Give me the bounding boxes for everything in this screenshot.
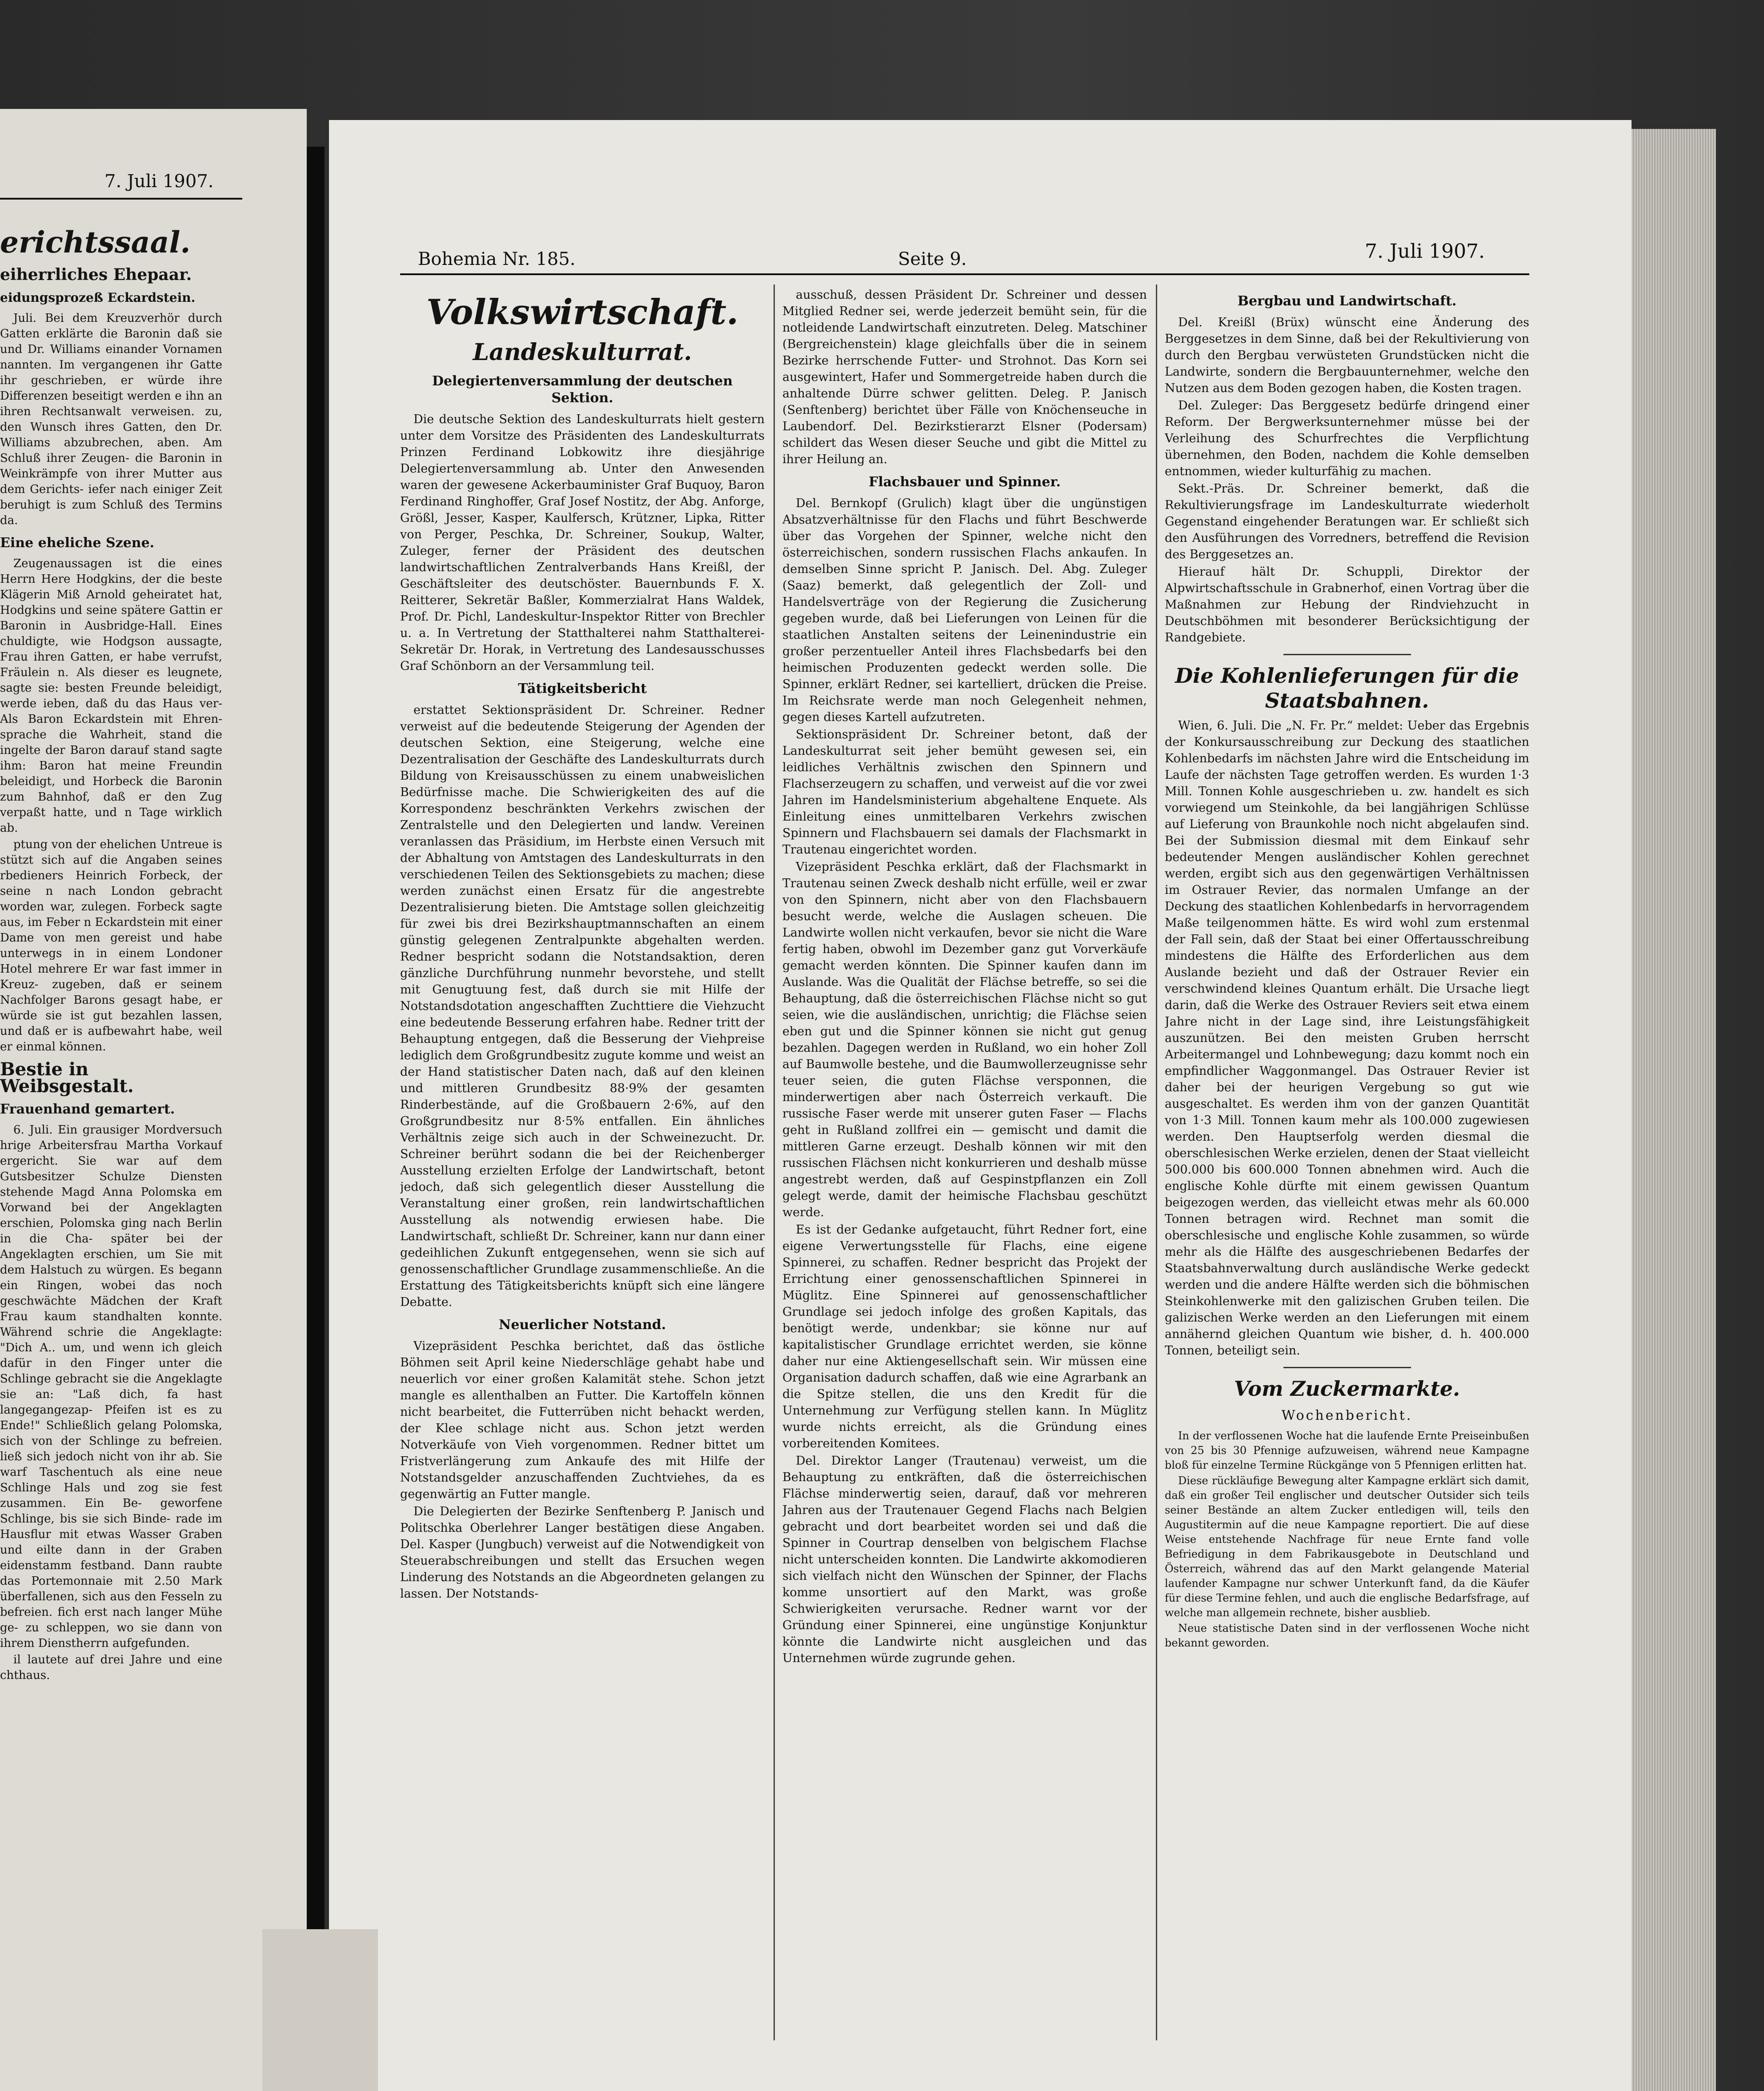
left-page-header-rule [0,198,242,200]
col1-section-2: Tätigkeitsbericht [518,681,647,697]
column-3 [1165,287,1529,2043]
col3-divider-2 [1283,1367,1411,1368]
col3-heading-3: Vom Zuckermarkte. [1234,1377,1460,1401]
col3-divider-1 [1283,654,1411,655]
left-page [0,109,307,2091]
col3-subheading-3: Wochenbericht. [1281,1408,1413,1423]
col1-paragraph-1: Die deutsche Sektion des Landeskulturrats hielt gestern unter dem Vorsitze des Präsidenten des Landeskulturrats Prinzen Ferdinand Lobkowitz ihre diesjährige Delegiertenversammlung ab. Unter den Anwesenden waren der gewesene Ackerbauminister Graf Buquoy, Baron Ferdinand Ringhoffer, Graf Josef Nostitz, der Abg. Anforge, Größl, Jesser, Kasper, Kaulfersch, Krützner, Lipka, Ritter von Perger, Peschka, Dr. Schreiner, Soukup, Walter, Zuleger, ferner der Präsident des deutschen landwirtschaftlichen Zentralverbands Hans Kreißl, der Geschäftsleiter des deutschöster. Bauernbunds F. X. Reitterer, Sekretär Baßler, Kommerzialrat Hans Waldek, Prof. Dr. Pichl, Landeskultur-Inspektor Ritter von Brechler u. a. In Vertretung der Statthalterei nahm Statthalterei-Sekretär Dr. Horak, in Vertretung des Landesausschusses Graf Schönborn an der Versammlung teil. [400,413,765,673]
col1-paragraph-3: Vizepräsident Peschka berichtet, daß das östliche Böhmen seit April keine Niederschläge gehabt habe und neuerlich vor einer großen Kalamität stehe. Schon jetzt mangle es allenthalben an Futter. Die Kartoffeln können nicht bearbeitet, die Futterrüben nicht behackt werden, der Klee schlage nicht aus. Schon jetzt werden Notverkäufe von Vieh vorgenommen. Redner bittet um Fristverlängerung zum Ankaufe des mit Hilfe der Notstandsgelder anzuschaffenden Zuchtviehes, da es gegenwärtig an Futter mangle. [400,1339,765,1501]
header-rule [400,273,1529,275]
column-2 [782,287,1147,2043]
main-section-title: Volkswirtschaft. [426,292,739,332]
page-holder-stick [262,1929,378,2091]
column-divider-1 [774,284,775,2040]
page-stack-edge [1632,129,1716,2091]
col3-heading-2: Die Kohlenlieferungen für die Staatsbahnen. [1175,664,1519,713]
left-subheading-3: Frauenhand gemartert. [0,1102,175,1117]
col2-section-1: Flachsbauer und Spinner. [869,474,1061,490]
header-paper-number: Bohemia Nr. 185. [418,249,576,269]
col2-paragraph-5: Es ist der Gedanke aufgetaucht, führt Redner fort, eine eigene Verwertungsstelle für Flachs, eine eigene Spinnerei, zu schaffen. Redner bespricht das Projekt der Errichtung einer genossenschaftlichen Spinnerei in Müglitz. Eine Spinnerei auf genossenschaftlicher Grundlage sei jedoch infolge des großen Kapitals, das benötigt werde, undenkbar; sie könne nur auf kapitalistischer Grundlage errichtet werden, sie könne daher nur eine Aktiengesellschaft sein. Wir müssen eine Organisation dadurch schaffen, daß wie eine Agrarbank an die Spitze stellen, die uns den Kredit für die Unternehmung zur Verfügung stellen kann. In Müglitz wurde nichts erreicht, als die Gründung eines vorbereitenden Komitees. [782,1223,1147,1450]
left-body-3: ptung von der ehelichen Untreue is stützt sich auf die Angaben seines rbedieners Heinrich Forbeck, der seine n nach London gebracht worden war, zulegen. Forbeck sagte aus, im Feber n Eckardstein mit einer Dame von men gereist und habe unterwegs in in einem Londoner Hotel mehrere Er war fast immer in Kreuz- zugeben, daß er seinem Nachfolger Barons gesagt habe, er würde sie ist gut bezahlen lassen, und daß er is aufbewahrt habe, weil er einmal können. [0,838,222,1054]
col3-paragraph-4: Hierauf hält Dr. Schuppli, Direktor der Alpwirtschaftsschule in Grabnerhof, einen Vortrag über die Maßnahmen zur Hebung der Rindviehzucht in Deutschböhmen mit besonderer Berücksichtigung der Randgebiete. [1165,565,1529,645]
col3-paragraph-6: In der verflossenen Woche hat die laufende Ernte Preiseinbußen von 25 bis 30 Pfennige aufzuweisen, während neue Kampagne bloß für einzelne Termine Rückgänge von 5 Pfennigen erlitten hat. [1165,1430,1529,1471]
left-body-1: Juli. Bei dem Kreuzverhör durch Gatten erklärte die Baronin daß sie und Dr. Williams einander Vornamen nannten. Im vergangenen ihr Gatte ihr geschrieben, er würde ihre Differenzen beseitigt werden e ihn an ihren Rechtsanwalt verweisen. zu, den Wunsch ihres Gatten, den Dr. Williams abzubrechen, aben. Am Schluß ihrer Zeugen- die Baronin in Weinkrämpfe von ihrer Mutter aus dem Gerichts- iefer nach einiger Zeit beruhigt is zum Schluß des Termins da. [0,312,222,527]
col2-paragraph-6: Del. Direktor Langer (Trautenau) verweist, um die Behauptung zu entkräften, daß die österreichischen Flächse minderwertig seien, darauf, daß vor mehreren Jahren aus der Trautenauer Gegend Flachs nach Belgien gebracht und dort bearbeitet worden sei und daß die Spinner in Courtrap denselben von belgischem Flachse nicht unterscheiden konnten. Die Landwirte akkomodieren sich vielfach nicht den Wünschen der Spinner, der Flachs komme unsortiert auf den Markt, was große Schwierigkeiten verursache. Redner warnt vor der Gründung einer Spinnerei, eine ungünstige Konjunktur könnte die Landwirte nicht ausgleichen und das Unternehmen würde zugrunde gehen. [782,1454,1147,1665]
left-heading-3: Bestie in Weibsgestalt. [0,1059,134,1097]
col3-paragraph-8: Neue statistische Daten sind in der verflossenen Woche nicht bekannt geworden. [1165,1622,1529,1649]
col3-paragraph-7: Diese rückläufige Bewegung alter Kampagne erklärt sich damit, daß ein großer Teil englischer und deutscher Outsider sich teils seiner Bestände an altem Zucker entledigen will, teils den Augustitermin auf die neue Kampagne reportiert. Die auf diese Weise entstehende Nachfrage für neue Ernte fand volle Befriedigung in dem Fabrikausgebote in Deutschland und Österreich, während das auf den Markt gelangende Material laufender Kampagne nur schwer Unterkunft fand, da die Käufer für diese Termine fehlen, und auch die englische Bedarfsfrage, auf welche man allgemein rechnete, bisher ausblieb. [1165,1474,1529,1619]
left-body-4: 6. Juli. Ein grausiger Mordversuch hrige Arbeitersfrau Martha Vorkauf ergericht. Sie war auf dem Gutsbesitzer Schulze Diensten stehende Magd Anna Polomska em Vorwand bei der Angeklagten erschien, Polomska ging nach Berlin in die Cha- später bei der Angeklagten erschien, um Sie mit dem Halstuch zu würgen. Es begann ein Ringen, wobei das noch geschwächte Mädchen der Kraft Frau kaum standhalten konnte. Während schrie die Angeklagte: "Dich A.. um, und wenn ich gleich dafür in den Finger unter die Schlinge gebracht sie die Angeklagte sie an: "Laß dich, fa hast langegangezap- Pfeifen ist es zu Ende!" Schließlich gelang Polomska, sich von der Schlinge zu befreien. ließ sich jedoch nicht von ihr ab. Sie warf Taschentuch als eine neue Schlinge Hals und zog sie fest zusammen. Ein Be- geworfene Schlinge, bis sie sich Binde- rade im Hausflur mit etwas Wasser Graben und eilte dann in der Graben eidenstamm festband. Dann raubte das Portemonnaie mit 2.50 Mark überfallenen, sich aus den Fesseln zu befreien. fich erst nach langer Mühe ge- zu schleppen, wo sie dann von ihrem Dienstherrn aufgefunden. [0,1123,222,1650]
col1-paragraph-4: Die Delegierten der Bezirke Senftenberg P. Janisch und Politschka Oberlehrer Langer bestätigen diese Angaben. Del. Kasper (Jungbuch) verweist auf die Notwendigkeit von Steuerabschreibungen und stellt das Ersuchen wegen Linderung des Notstands an die Abgeordneten gelangen zu lassen. Der Notstands- [400,1505,765,1601]
col3-paragraph-3: Sekt.-Präs. Dr. Schreiner bemerkt, daß die Rekultivierungsfrage im Landeskulturrate wiederholt Gegenstand eingehender Beratungen war. Er schließt sich den Ausführungen des Vorredners, betreffend die Revision des Berggesetzes an. [1165,482,1529,561]
col3-paragraph-5: Wien, 6. Juli. Die „N. Fr. Pr.“ meldet: Ueber das Ergebnis der Konkursausschreibung zur Deckung des staatlichen Kohlenbedarfs im nächsten Jahre wird die Entscheidung im Laufe der nächsten Tage getroffen werden. Es wurden 1·3 Mill. Tonnen Kohle ausgeschrieben u. zw. handelt es sich vorwiegend um Steinkohle, da bei langjährigen Schlüsse auf Lieferung von Braunkohle noch nicht abgelaufen sind. Bei der Submission diesmal mit dem Einkauf sehr bedeutender Mengen ausländischer Kohlen gerechnet werden, ergibt sich aus den gegenwärtigen Verhältnissen im Ostrauer Revier, das normalen Umfange an der Deckung des staatlichen Kohlenbedarfs in hervorragendem Maße teilgenommen hätte. Es wird wohl zum erstenmal der Fall sein, daß der Staat bei einer Offertausschreibung mindestens die Hälfte des Erforderlichen aus dem Auslande bezieht und daß der Ostrauer Revier ein verschwindend kleines Quantum erhält. Die Ursache liegt darin, daß die Werke des Ostrauer Reviers seit etwa einem Jahre nicht in der Lage sind, ihre Leistungsfähigkeit auszunützen. Bei den meisten Gruben herrscht Arbeitermangel und Lohnbewegung; dazu kommt noch ein empfindlicher Waggonmangel. Das Ostrauer Revier ist daher bei der heurigen Vergebung so gut wie ausgeschaltet. Es werden ihm von der ganzen Quantität von 1·3 Mill. Tonnen kaum mehr als 100.000 zugewiesen werden. Den Hauptserfolg werden diesmal die oberschlesischen Werke erzielen, denen der Staat vielleicht 500.000 bis 600.000 Tonnen abnehmen wird. Auch die englische Kohle dürfte mit einem gewissen Quantum beigezogen werden, das vielleicht etwas mehr als 60.000 Tonnen betragen wird. Rechnet man somit die oberschlesische und englische Kohle zusammen, so würde mehr als die Hälfte des ausgeschriebenen Bedarfes der Staatsbahnverwaltung durch ausländische Werke gedeckt werden und die andere Hälfte werden sich die böhmischen Steinkohlenwerke mit den galizischen Gruben teilen. Die galizischen Werke werden an den Lieferungen mit einem annähernd gleichen Quantum wie bisher, d. h. 400.000 Tonnen, beteiligt sein. [1165,719,1529,1358]
col1-section-3: Neuerlicher Notstand. [498,1317,666,1333]
col3-paragraph-2: Del. Zuleger: Das Berggesetz bedürfe dringend einer Reform. Der Bergwerksunternehmer müsse bei der Verleihung des Schurfrechtes die Verpflichtung übernehmen, den Boden, nachdem die Kohle demselben entnommen, wieder kulturfähig zu machen. [1165,399,1529,478]
left-page-date: 7. Juli 1907. [104,171,214,192]
col2-paragraph-2: Del. Bernkopf (Grulich) klagt über die ungünstigen Absatzverhältnisse für den Flachs und führt Beschwerde über das Vorgehen der Spinner, welche nicht den österreichischen, sondern russischen Flachs ankaufen. In demselben Sinne spricht P. Janisch. Del. Abg. Zuleger (Saaz) bemerkt, daß gelegentlich der Zoll- und Handelsverträge von der Regierung die Zusicherung gegeben wurde, daß bei Lieferungen von Leinen für die staatlichen Anstalten seitens der Leinenindustrie ein großer perzentueller Anteil ihres Flachsbedarfs bei den heimischen Produzenten gedeckt werden solle. Die Spinner, erklärt Redner, sei kartelliert, drücken die Preise. Im Reichsrate werde man noch Gelegenheit nehmen, gegen dieses Kartell aufzutreten. [782,497,1147,724]
left-heading-1: eiherrliches Ehepaar. [0,265,192,284]
col2-paragraph-3: Sektionspräsident Dr. Schreiner betont, daß der Landeskulturrat seit jeher bemüht gewesen sei, ein leidliches Verhältnis zwischen den Spinnern und Flachserzeugern zu schaffen, und verweist auf die vor zwei Jahren im Handelsministerium abgehaltene Enquete. Als Einleitung eines unmittelbaren Verkehrs zwischen Spinnern und Flachsbauern sei damals der Flachsmarkt in Trautenau eingerichtet worden. [782,728,1147,857]
column-divider-2 [1156,284,1157,2040]
left-heading-2: Eine eheliche Szene. [0,535,155,551]
col3-section-1: Bergbau und Landwirtschaft. [1237,293,1457,309]
left-section-title: erichtssaal. [0,225,191,260]
book-gutter [307,147,325,2091]
column-1 [400,287,765,2043]
col3-paragraph-1: Del. Kreißl (Brüx) wünscht eine Änderung des Berggesetzes in dem Sinne, daß bei der Rekultivierung von durch den Bergbau verwüsteten Grundstücken nicht die Landwirte, sondern die Bergbauunternehmer, welche den Nutzen aus dem Boden gezogen haben, die Kosten tragen. [1165,316,1529,395]
col2-paragraph-4: Vizepräsident Peschka erklärt, daß der Flachsmarkt in Trautenau seinen Zweck deshalb nicht erfülle, weil er zwar von den Spinnern, nicht aber von den Flachsbauern besucht werde, welche die Auslagen scheuen. Die Landwirte wollen nicht verkaufen, bevor sie nicht die Ware fertig haben, obwohl im Dezember ganz gut Vorverkäufe gemacht werden könnten. Die Spinner kaufen dann im Auslande. Was die Qualität der Flächse betreffe, so sei die Behauptung, daß die österreichischen Flächse nicht so gut seien, wie die ausländischen, unrichtig; die Flächse seien eben gut und die Spinner können sie nicht gut genug bezahlen. Dagegen werden in Rußland, wo ein hoher Zoll auf Baumwolle bestehe, und die Baumwollerzeugnisse sehr teuer seien, die guten Flächse versponnen, die minderwertigen aber nach Österreich verkauft. Die russische Faser werde mit unserer guten Faser — Flachs geht in Rußland zollfrei ein — gemischt und damit die mittleren Garne erzeugt. Deshalb können wir mit den russischen Flächsen nicht konkurrieren und deshalb müsse angestrebt werden, daß auf Gespinstpflanzen ein Zoll gelegt werde, damit der heimische Flachsbau geschützt werde. [782,860,1147,1219]
left-verdict: il lautete auf drei Jahre und eine chthaus. [0,1653,222,1682]
col2-paragraph-1: ausschuß, dessen Präsident Dr. Schreiner und dessen Mitglied Redner sei, werde jederzeit bemüht sein, für die notleidende Landwirtschaft einzutreten. Deleg. Matschiner (Bergreichenstein) klage gleichfalls über die in seinem Bezirke herrschende Futter- und Strohnot. Das Korn sei ausgewintert, Hafer und Sommergetreide haben durch die anhaltende Dürre schwer gelitten. Deleg. P. Janisch (Senftenberg) berichtet über Fälle von Knöchenseuche in Laubendorf. Del. Bezirkstierarzt Elsner (Podersam) schildert das Wesen dieser Seuche und gibt die Mittel zu ihrer Heilung an. [782,288,1147,466]
article-title: Landeskulturrat. [473,339,692,366]
left-body-2: Zeugenaussagen ist die eines Herrn Here Hodgkins, der die beste Klägerin Miß Arnold geheiratet hat, Hodgkins und seine spätere Gattin er Baronin in Ausbridge-Hall. Eines chuldigte, wie Hodgson aussagte, Frau ihren Gatten, er habe verrufst, Fräulein n. Als dieser es leugnete, sagte sie: besten Freunde beleidigt, werde ieben, daß du das Haus ver- Als Baron Eckardstein mit Ehren- sprache die Wahrheit, stand die ingelte der Baron darauf stand sagte ihm: Baron hat meine Freundin beleidigt, und Horbeck die Baronin zum Bahnhof, daß er den Zug verpaßt hatte, und n Tage wirklich ab. [0,557,222,835]
newspaper-page [329,120,1632,2091]
left-page-column [0,224,222,1896]
left-subheading-1: eidungsprozeß Eckardstein. [0,290,196,305]
col1-paragraph-2: erstattet Sektionspräsident Dr. Schreiner. Redner verweist auf die bedeutende Steigerung der Agenden der deutschen Sektion, eine Steigerung, welche eine Dezentralisation der Geschäfte des Landeskulturrats durch Bildung von Kreisausschüssen zu einem unabweislichen Bedürfnisse mache. Die Schwierigkeiten des auf die Korrespondenz beschränkten Verkehrs zwischen der Zentralstelle und den Delegierten und landw. Vereinen veranlassen das Präsidium, im Herbste einen Versuch mit der Abhaltung von Amtstagen des Landeskulturrats in den verschiedenen Teilen des Sektionsgebiets zu machen; diese werden zunächst einen Ersatz für die angestrebte Dezentralisierung bieten. Die Amtstage sollen gleichzeitig für zwei bis drei Bezirkshauptmannschaften an einem günstig gelegenen Zentralpunkte abgehalten werden. Redner bespricht sodann die Notstandsaktion, deren gänzliche Durchführung nunmehr bevorstehe, und stellt mit Genugtuung fest, daß durch sie mit Hilfe der Notstandsdotation angeschafften Zuchttiere die Viehzucht eine bedeutende Besserung erfahren habe. Redner tritt der Behauptung entgegen, daß die Besserung der Viehpreise lediglich dem Großgrundbesitz zugute komme und weist an der Hand statistischer Daten nach, daß auf den kleinen und mittleren Grundbesitz 88·9% der gesamten Rinderbestände, auf die Großbauern 2·6%, auf den Großgrundbesitz nur 8·5% entfallen. Ein ähnliches Verhältnis zeige sich auch in der Schweinezucht. Dr. Schreiner berührt sodann die bei der Reichenberger Ausstellung erzielten Erfolge der Landwirtschaft, betont jedoch, daß sich gelegentlich dieser Ausstellung die Veranstaltung einer großen, rein landwirtschaftlichen Ausstellung als notwendig erwiesen habe. Die Landwirtschaft, schließt Dr. Schreiner, kann nur dann einer gedeihlichen Zukunft entgegensehen, wenn sie sich auf genossenschaftlicher Grundlage zusammenschließe. An die Erstattung des Tätigkeitsberichts knüpft sich eine längere Debatte. [400,703,765,1309]
header-page-number: Seite 9. [898,249,967,269]
header-date: 7. Juli 1907. [1365,240,1485,263]
article-section-heading: Delegiertenversammlung der deutschen Sektion. [432,373,733,406]
